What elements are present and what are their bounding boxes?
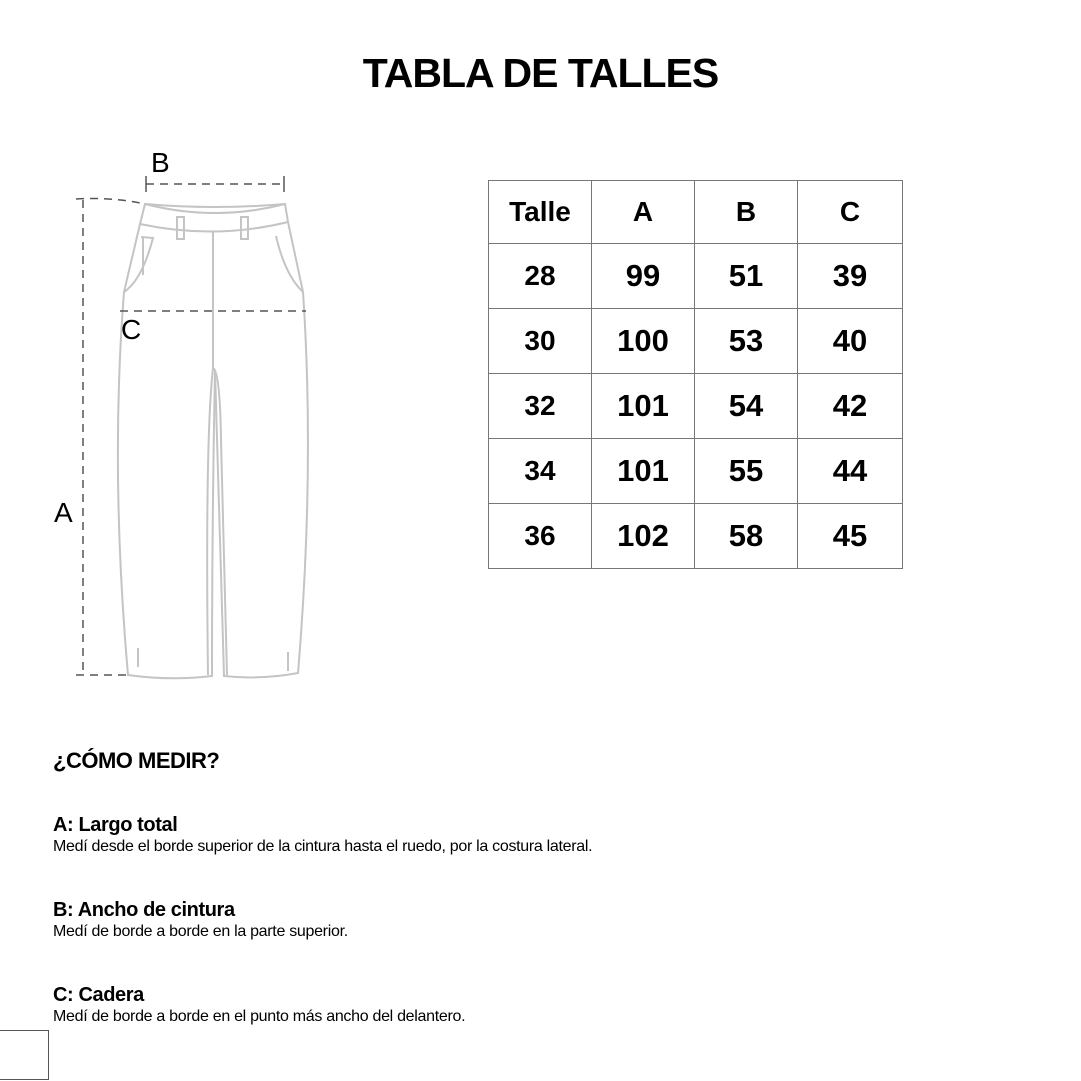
measure-description: Medí de borde a borde en el punto más ancho del delantero.: [53, 1008, 466, 1025]
cell-a: 101: [592, 439, 695, 504]
header-b: B: [695, 181, 798, 244]
cell-b: 55: [695, 439, 798, 504]
cell-b: 53: [695, 309, 798, 374]
how-to-heading: ¿CÓMO MEDIR?: [53, 748, 220, 773]
measure-item-b: [53, 898, 348, 942]
corner-box: [0, 1030, 49, 1080]
table-row: [489, 244, 903, 309]
label-b: B: [151, 147, 170, 178]
cell-talle: 36: [489, 504, 592, 569]
measure-title: C: Cadera: [53, 984, 144, 1006]
table-row: [489, 374, 903, 439]
size-table: [488, 180, 903, 569]
table-row: [489, 309, 903, 374]
cell-a: 101: [592, 374, 695, 439]
measure-description: Medí de borde a borde en la parte superior.: [53, 923, 348, 940]
measure-title: B: Ancho de cintura: [53, 899, 235, 921]
cell-a: 100: [592, 309, 695, 374]
cell-a: 102: [592, 504, 695, 569]
cell-talle: 32: [489, 374, 592, 439]
table-row: [489, 439, 903, 504]
header-c: C: [798, 181, 903, 244]
cell-c: 42: [798, 374, 903, 439]
measure-item-c: [53, 983, 465, 1027]
cell-b: 51: [695, 244, 798, 309]
header-a: A: [592, 181, 695, 244]
cell-b: 54: [695, 374, 798, 439]
cell-c: 45: [798, 504, 903, 569]
table-header-row: [489, 181, 903, 244]
pants-diagram: [40, 140, 340, 700]
label-a: A: [54, 497, 73, 528]
right-leg-outline: [215, 222, 308, 677]
cell-a: 99: [592, 244, 695, 309]
measure-description: Medí desde el borde superior de la cintura hasta el ruedo, por la costura lateral.: [53, 838, 593, 855]
page-title: TABLA DE TALLES: [362, 50, 719, 96]
left-leg-outline: [118, 224, 215, 678]
cell-talle: 30: [489, 309, 592, 374]
label-c: C: [121, 314, 142, 345]
cell-c: 39: [798, 244, 903, 309]
measure-item-a: [53, 813, 592, 857]
table-row: [489, 504, 903, 569]
header-talle: Talle: [489, 181, 592, 244]
pants-illustration: [40, 140, 340, 700]
cell-b: 58: [695, 504, 798, 569]
measure-title: A: Largo total: [53, 814, 178, 836]
how-to-measure-section: [53, 748, 219, 774]
cell-c: 44: [798, 439, 903, 504]
cell-c: 40: [798, 309, 903, 374]
cell-talle: 28: [489, 244, 592, 309]
cell-talle: 34: [489, 439, 592, 504]
